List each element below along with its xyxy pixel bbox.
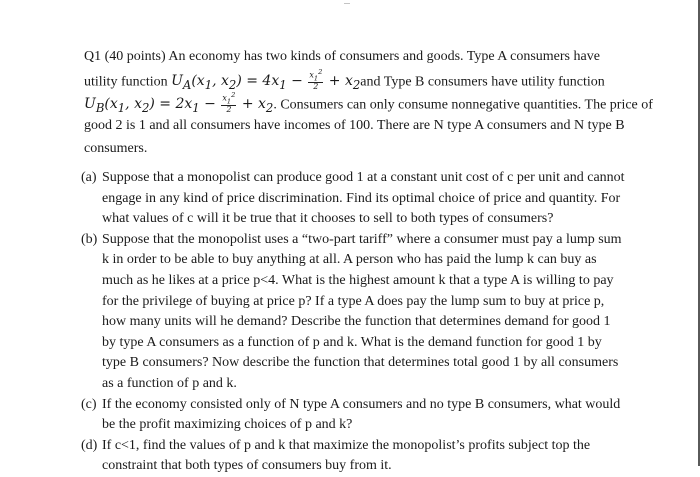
intro-line: good 2 is 1 and all consumers have incomes of 100. There are N type A consumers and N type B	[84, 118, 625, 133]
part-line: Suppose that the monopolist uses a “two-part tariff” where a consumer must pay a lump sum	[102, 231, 622, 247]
part-line: engage in any kind of price discrimination. Find its optimal choice of price and quantity. For	[102, 190, 621, 206]
part-label: (b)	[81, 231, 98, 247]
part-line: how many units will he demand? Describe the function that determines demand for good 1	[102, 314, 611, 330]
intro-line: consumers.	[84, 141, 148, 156]
part-a	[81, 168, 625, 230]
part-line: If the economy consisted only of N type A consumers and no type B consumers, what would	[102, 396, 621, 412]
page-top-mark: ...	[344, 0, 350, 6]
intro-line: Q1 (40 points) An economy has two kinds of consumers and goods. Type A consumers have	[84, 49, 600, 64]
part-c	[81, 395, 624, 436]
part-line: as a function of p and k.	[102, 375, 237, 391]
part-label: (a)	[81, 170, 97, 185]
fraction-x1-squared-over-2: $\frac{x_1^2}{2}$	[309, 68, 323, 92]
part-line: k in order to be able to buy anything at all. A person who has paid the lump k can buy as	[102, 252, 597, 268]
part-line: constraint that both types of consumers buy from it.	[102, 458, 392, 474]
part-label: (d)	[81, 437, 98, 453]
part-line: If c<1, find the values of p and k that maximize the monopolist’s profits subject top the	[102, 437, 591, 453]
fraction-x1-squared-over-2-b: $\frac{x_1^2}{2}$	[222, 91, 236, 115]
part-d	[81, 436, 624, 477]
part-line: for the privilege of buying at price p? If a type A does pay the lump sum to buy at price p,	[102, 293, 605, 309]
question-intro	[84, 45, 653, 160]
part-line: Suppose that a monopolist can produce good 1 at a constant unit cost of c per unit and cannot	[102, 170, 625, 185]
intro-line-utility-b: $U_B(x_1$, $x_2) = 2x_1$ − $\frac{x_1^2}{2}$ + $x_2$. Consumers can only consume nonnegative quantities. The price of	[84, 91, 653, 116]
part-line: much as he likes at a price p<4. What is the highest amount k that a type A is willing to pay	[102, 272, 614, 288]
part-label: (c)	[81, 396, 97, 412]
part-line: by type A consumers as a function of p and k. What is the demand function for good 1 by	[102, 334, 602, 350]
part-line: be the profit maximizing choices of p and k?	[102, 417, 353, 433]
part-line: type B consumers? Now describe the function that determines total good 1 by all consumers	[102, 355, 619, 371]
part-b	[81, 230, 624, 395]
part-line: what values of c will it be true that it chooses to sell to both types of consumers?	[102, 211, 554, 227]
question-parts	[81, 168, 625, 477]
intro-line-utility-a: utility function $U_A(x_1$, $x_2) = 4x_1$ − $\frac{x_1^2}{2}$ + $x_2and$ Type B consumers have utility function	[84, 68, 605, 93]
